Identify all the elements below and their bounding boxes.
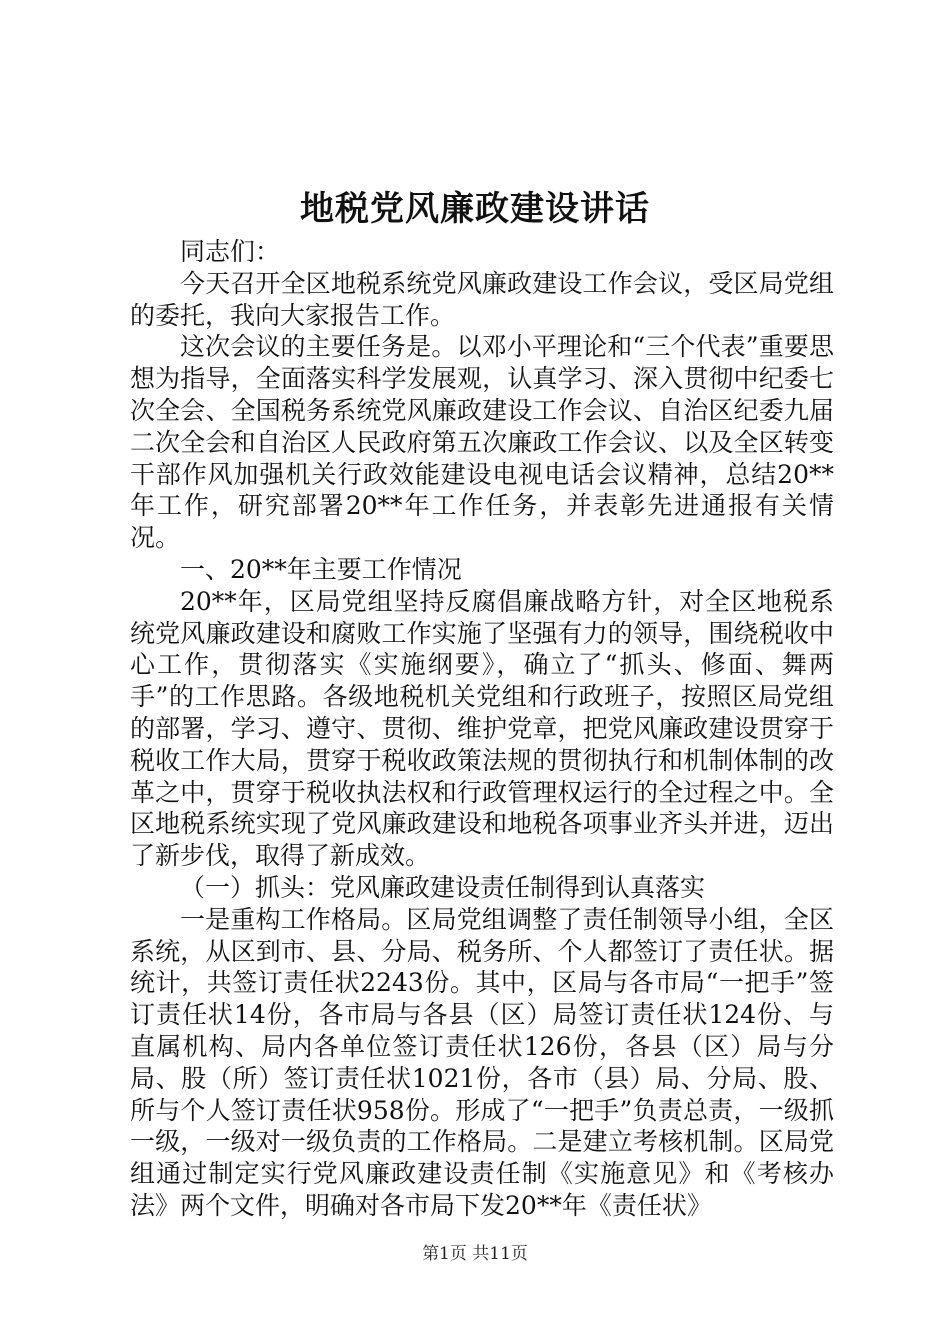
page-footer: 第1页 共11页 [422,1244,528,1264]
subsection-heading: （一）抓头：党风廉政建设责任制得到认真落实 [180,872,706,902]
body-paragraph: 一是重构工作格局。区局党组调整了责任制领导小组，全区系统，从区到市、县、分局、税务所、个人都签订了责任状。据统计，共签订责任状2243份。其中，区局与各市局“一把手”签订责任状14份，各市局与各县（区）局签订责任状124份、与直属机构、局内各单位签订责任状126份，各县（区）局与分局、股（所）签订责任状1021份，各市（县）局、分局、股、所与个人签订责任状958份。形成了“一把手”负责总责，一级抓一级，一级对一级负责的工作格局。二是建立考核机制。区局党组通过制定实行党风廉政建设责任制《实施意见》和《考核办法》两个文件，明确对各市局下发20**年《责任状》 [130,904,834,1220]
body-paragraph: 20**年，区局党组坚持反腐倡廉战略方针，对全区地税系统党风廉政建设和腐败工作实施了坚强有力的领导，围绕税收中心工作，贯彻落实《实施纲要》，确立了“抓头、修面、舞两手”的工作思路。各级地税机关党组和行政班子，按照区局党组的部署，学习、遵守、贯彻、维护党章，把党风廉政建设贯穿于税收工作大局，贯穿于税收政策法规的贯彻执行和机制体制的改革之中，贯穿于税收执法权和行政管理权运行的全过程之中。全区地税系统实现了党风廉政建设和地税各项事业齐头并进，迈出了新步伐，取得了新成效。 [130,586,834,871]
document-title: 地税党风廉政建设讲话 [300,189,650,229]
section-heading: 一、20**年主要工作情况 [180,554,462,584]
body-paragraph: 今天召开全区地税系统党风廉政建设工作会议，受区局党组的委托，我向大家报告工作。 [130,268,834,330]
body-paragraph: 这次会议的主要任务是。以邓小平理论和“三个代表”重要思想为指导，全面落实科学发展观，认真学习、深入贯彻中纪委七次全会、全国税务系统党风廉政建设工作会议、自治区纪委九届二次全会和自治区人民政府第五次廉政工作会议、以及全区转变干部作风加强机关行政效能建设电视电话会议精神，总结20**年工作，研究部署20**年工作任务，并表彰先进通报有关情况。 [130,332,834,553]
document-body [130,236,834,1222]
salutation-paragraph: 同志们： [180,237,281,266]
